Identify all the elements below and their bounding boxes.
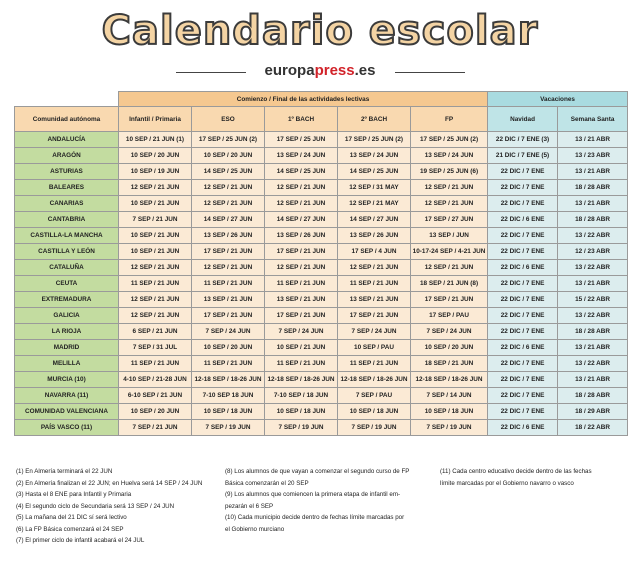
date-cell: 22 DIC / 6 ENE <box>488 260 558 276</box>
date-cell: 22 DIC / 7 ENE <box>488 324 558 340</box>
date-cell: 14 SEP / 27 JUN <box>192 212 265 228</box>
footnote-line: (10) Cada municipio decide dentro de fechas límite marcadas por <box>225 514 405 521</box>
date-cell: 11 SEP / 21 JUN <box>192 276 265 292</box>
date-cell: 13 / 21 ABR <box>558 340 628 356</box>
region-cell: MURCIA (10) <box>15 372 119 388</box>
table-row <box>15 180 628 196</box>
community-column-header: Comunidad autónoma <box>15 107 119 132</box>
footnote-line: Básica comenzarán el 20 SEP <box>225 479 309 487</box>
date-cell: 22 DIC / 7 ENE <box>488 164 558 180</box>
date-cell: 12 SEP / 21 JUN <box>411 260 488 276</box>
date-cell: 17 SEP / 21 JUN <box>265 308 338 324</box>
date-cell: 10 SEP / 20 JUN <box>119 148 192 164</box>
date-cell: 11 SEP / 21 JUN <box>119 356 192 372</box>
table-row <box>15 388 628 404</box>
date-cell: 10 SEP / 21 JUN (1) <box>119 132 192 148</box>
table-row <box>15 260 628 276</box>
date-cell: 22 DIC / 7 ENE <box>488 180 558 196</box>
date-cell: 17 SEP / 21 JUN <box>192 244 265 260</box>
date-cell: 6-10 SEP / 21 JUN <box>119 388 192 404</box>
date-cell: 15 / 22 ABR <box>558 292 628 308</box>
date-cell: 18 / 28 ABR <box>558 212 628 228</box>
date-cell: 13 SEP / 26 JUN <box>265 228 338 244</box>
footnote-line: el Gobierno murciano <box>225 525 285 533</box>
vacations-header: Vacaciones <box>488 92 628 107</box>
table-row <box>15 132 628 148</box>
date-cell: 12 SEP / 21 JUN <box>265 196 338 212</box>
footnote-line: (2) En Almería finalizan el 22 JUN; en Huelva será 14 SEP / 24 JUN <box>16 479 203 487</box>
date-cell: 22 DIC / 7 ENE <box>488 388 558 404</box>
date-cell: 14 SEP / 27 JUN <box>338 212 411 228</box>
date-cell: 18 SEP / 21 JUN <box>411 356 488 372</box>
date-cell: 7 SEP / 21 JUN <box>119 212 192 228</box>
date-cell: 13 / 22 ABR <box>558 356 628 372</box>
date-cell: 17 SEP / 4 JUN <box>338 244 411 260</box>
date-cell: 22 DIC / 7 ENE <box>488 276 558 292</box>
date-cell: 7 SEP / 19 JUN <box>192 420 265 436</box>
table-row <box>15 164 628 180</box>
community-header <box>15 92 119 107</box>
divider-right <box>395 72 465 73</box>
calendar-table <box>14 91 628 436</box>
region-cell: MELILLA <box>15 356 119 372</box>
date-cell: 10 SEP / 18 JUN <box>265 404 338 420</box>
date-cell: 10 SEP / 18 JUN <box>411 404 488 420</box>
date-cell: 17 SEP / 21 JUN <box>192 308 265 324</box>
date-cell: 22 DIC / 7 ENE <box>488 356 558 372</box>
date-cell: 13 / 22 ABR <box>558 228 628 244</box>
date-cell: 10-17-24 SEP / 4-21 JUN <box>411 244 488 260</box>
date-cell: 7 SEP / PAU <box>338 388 411 404</box>
date-cell: 11 SEP / 21 JUN <box>265 356 338 372</box>
date-cell: 18 / 28 ABR <box>558 324 628 340</box>
date-cell: 11 SEP / 21 JUN <box>338 356 411 372</box>
date-cell: 13 SEP / 21 JUN <box>338 292 411 308</box>
region-cell: BALEARES <box>15 180 119 196</box>
region-cell: ASTURIAS <box>15 164 119 180</box>
date-cell: 10 SEP / PAU <box>338 340 411 356</box>
date-cell: 7 SEP / 14 JUN <box>411 388 488 404</box>
date-cell: 12 SEP / 21 JUN <box>265 180 338 196</box>
date-cell: 7 SEP / 21 JUN <box>119 420 192 436</box>
date-cell: 12 SEP / 21 JUN <box>119 308 192 324</box>
table-row <box>15 148 628 164</box>
date-cell: 17 SEP / 25 JUN (2) <box>338 132 411 148</box>
date-cell: 7 SEP / 19 JUN <box>338 420 411 436</box>
footnote-line: (1) En Almería terminará el 22 JUN <box>16 468 113 475</box>
date-cell: 22 DIC / 7 ENE (3) <box>488 132 558 148</box>
date-cell: 7-10 SEP / 18 JUN <box>265 388 338 404</box>
footnotes-col-2 <box>225 466 435 535</box>
date-cell: 10 SEP / 21 JUN <box>265 340 338 356</box>
date-cell: 12 SEP / 21 MAY <box>338 196 411 212</box>
date-cell: 7-10 SEP 18 JUN <box>192 388 265 404</box>
date-cell: 10 SEP / 18 JUN <box>338 404 411 420</box>
activities-header: Comienzo / Final de las actividades lectivas <box>119 92 488 107</box>
date-cell: 14 SEP / 25 JUN <box>192 164 265 180</box>
date-cell: 10 SEP / 18 JUN <box>192 404 265 420</box>
date-cell: 18 / 28 ABR <box>558 388 628 404</box>
footnote-line: (11) Cada centro educativo decide dentro de las fechas <box>440 468 592 475</box>
date-cell: 11 SEP / 21 JUN <box>119 276 192 292</box>
table-row <box>15 228 628 244</box>
date-cell: 17 SEP / 21 JUN <box>265 244 338 260</box>
brand-part1: europa <box>264 62 315 79</box>
date-cell: 10 SEP / 21 JUN <box>119 228 192 244</box>
date-cell: 13 SEP / 26 JUN <box>192 228 265 244</box>
date-cell: 21 DIC / 7 ENE (5) <box>488 148 558 164</box>
date-cell: 13 / 21 ABR <box>558 196 628 212</box>
column-header: FP <box>411 107 488 132</box>
column-header: 2º BACH <box>338 107 411 132</box>
date-cell: 12-18 SEP / 18-26 JUN <box>192 372 265 388</box>
date-cell: 13 SEP / 24 JUN <box>265 148 338 164</box>
region-cell: COMUNIDAD VALENCIANA <box>15 404 119 420</box>
date-cell: 17 SEP / 25 JUN (2) <box>192 132 265 148</box>
date-cell: 22 DIC / 7 ENE <box>488 372 558 388</box>
date-cell: 10 SEP / 20 JUN <box>192 340 265 356</box>
date-cell: 7 SEP / 24 JUN <box>338 324 411 340</box>
date-cell: 7 SEP / 31 JUL <box>119 340 192 356</box>
footnote-line: (5) La mañana del 21 DIC sí será lectivo <box>16 514 127 521</box>
brand-row <box>0 62 640 82</box>
date-cell: 22 DIC / 7 ENE <box>488 308 558 324</box>
date-cell: 12 SEP / 21 JUN <box>192 196 265 212</box>
date-cell: 13 SEP / 24 JUN <box>338 148 411 164</box>
date-cell: 7 SEP / 19 JUN <box>265 420 338 436</box>
table-row <box>15 420 628 436</box>
column-header: Semana Santa <box>558 107 628 132</box>
table-row <box>15 292 628 308</box>
date-cell: 17 SEP / 21 JUN <box>338 308 411 324</box>
date-cell: 4-10 SEP / 21-28 JUN <box>119 372 192 388</box>
date-cell: 22 DIC / 7 ENE <box>488 244 558 260</box>
divider-left <box>176 72 246 73</box>
column-header: 1º BACH <box>265 107 338 132</box>
date-cell: 22 DIC / 7 ENE <box>488 292 558 308</box>
date-cell: 12-18 SEP / 18-26 JUN <box>411 372 488 388</box>
date-cell: 10 SEP / 21 JUN <box>119 244 192 260</box>
date-cell: 14 SEP / 25 JUN <box>338 164 411 180</box>
footnote-line: (8) Los alumnos de que vayan a comenzar el segundo curso de FP <box>225 468 410 475</box>
date-cell: 19 SEP / 25 JUN (6) <box>411 164 488 180</box>
table-row <box>15 356 628 372</box>
date-cell: 11 SEP / 21 JUN <box>192 356 265 372</box>
date-cell: 17 SEP / PAU <box>411 308 488 324</box>
region-cell: CEUTA <box>15 276 119 292</box>
date-cell: 17 SEP / 27 JUN <box>411 212 488 228</box>
date-cell: 12 / 23 ABR <box>558 244 628 260</box>
date-cell: 22 DIC / 6 ENE <box>488 212 558 228</box>
date-cell: 12-18 SEP / 18-26 JUN <box>265 372 338 388</box>
region-cell: ARAGÓN <box>15 148 119 164</box>
region-cell: MADRID <box>15 340 119 356</box>
date-cell: 12 SEP / 21 JUN <box>192 180 265 196</box>
date-cell: 11 SEP / 21 JUN <box>338 276 411 292</box>
footnotes-col-1 <box>16 466 221 547</box>
footnotes-col-3 <box>440 466 635 489</box>
region-cell: LA RIOJA <box>15 324 119 340</box>
table-row <box>15 324 628 340</box>
date-cell: 13 SEP / JUN <box>411 228 488 244</box>
table-row <box>15 340 628 356</box>
table-row <box>15 276 628 292</box>
date-cell: 22 DIC / 6 ENE <box>488 420 558 436</box>
date-cell: 10 SEP / 19 JUN <box>119 164 192 180</box>
date-cell: 12 SEP / 21 JUN <box>411 196 488 212</box>
date-cell: 13 SEP / 24 JUN <box>411 148 488 164</box>
table-row <box>15 308 628 324</box>
date-cell: 12 SEP / 21 JUN <box>119 260 192 276</box>
date-cell: 22 DIC / 7 ENE <box>488 196 558 212</box>
footnote-line: límite marcadas por el Gobierno navarro o vasco <box>440 479 574 487</box>
date-cell: 12 SEP / 21 JUN <box>192 260 265 276</box>
page-title: Calendario escolar <box>101 8 539 54</box>
date-cell: 22 DIC / 6 ENE <box>488 340 558 356</box>
footnote-line: pezarán el 6 SEP <box>225 502 274 510</box>
column-header: Navidad <box>488 107 558 132</box>
date-cell: 13 / 21 ABR <box>558 132 628 148</box>
date-cell: 17 SEP / 21 JUN <box>411 292 488 308</box>
date-cell: 18 SEP / 21 JUN (8) <box>411 276 488 292</box>
region-cell: CASTILLA-LA MANCHA <box>15 228 119 244</box>
footnote-line: (3) Hasta el 8 ENE para Infantil y Primaria <box>16 491 132 498</box>
table-row <box>15 404 628 420</box>
date-cell: 13 / 21 ABR <box>558 372 628 388</box>
brand-logo <box>250 62 390 79</box>
date-cell: 18 / 22 ABR <box>558 420 628 436</box>
date-cell: 7 SEP / 24 JUN <box>192 324 265 340</box>
region-cell: ANDALUCÍA <box>15 132 119 148</box>
region-cell: NAVARRA (11) <box>15 388 119 404</box>
region-cell: EXTREMADURA <box>15 292 119 308</box>
date-cell: 7 SEP / 24 JUN <box>265 324 338 340</box>
date-cell: 10 SEP / 20 JUN <box>411 340 488 356</box>
region-cell: GALICIA <box>15 308 119 324</box>
date-cell: 17 SEP / 25 JUN <box>265 132 338 148</box>
date-cell: 7 SEP / 19 JUN <box>411 420 488 436</box>
date-cell: 13 / 22 ABR <box>558 308 628 324</box>
region-cell: CANTABRIA <box>15 212 119 228</box>
footnote-line: (4) El segundo ciclo de Secundaria será 13 SEP / 24 JUN <box>16 502 175 510</box>
date-cell: 12 SEP / 31 MAY <box>338 180 411 196</box>
date-cell: 13 / 21 ABR <box>558 164 628 180</box>
date-cell: 13 SEP / 26 JUN <box>338 228 411 244</box>
date-cell: 13 SEP / 21 JUN <box>265 292 338 308</box>
date-cell: 7 SEP / 24 JUN <box>411 324 488 340</box>
table-row <box>15 196 628 212</box>
date-cell: 12-18 SEP / 18-26 JUN <box>338 372 411 388</box>
date-cell: 10 SEP / 20 JUN <box>192 148 265 164</box>
date-cell: 13 / 21 ABR <box>558 276 628 292</box>
table-row <box>15 212 628 228</box>
date-cell: 12 SEP / 21 JUN <box>119 180 192 196</box>
date-cell: 17 SEP / 25 JUN (2) <box>411 132 488 148</box>
date-cell: 22 DIC / 7 ENE <box>488 228 558 244</box>
date-cell: 10 SEP / 21 JUN <box>119 196 192 212</box>
date-cell: 6 SEP / 21 JUN <box>119 324 192 340</box>
table-row <box>15 372 628 388</box>
date-cell: 18 / 29 ABR <box>558 404 628 420</box>
region-cell: CATALUÑA <box>15 260 119 276</box>
date-cell: 18 / 28 ABR <box>558 180 628 196</box>
date-cell: 12 SEP / 21 JUN <box>338 260 411 276</box>
brand-part3: .es <box>354 62 376 79</box>
date-cell: 13 / 22 ABR <box>558 260 628 276</box>
date-cell: 12 SEP / 21 JUN <box>411 180 488 196</box>
footnote-line: (7) El primer ciclo de infantil acabará el 24 JUL <box>16 537 145 544</box>
column-header: Infantil / Primaria <box>119 107 192 132</box>
footnote-line: (6) La FP Básica comenzará el 24 SEP <box>16 525 124 533</box>
date-cell: 11 SEP / 21 JUN <box>265 276 338 292</box>
date-cell: 14 SEP / 27 JUN <box>265 212 338 228</box>
region-cell: CASTILLA Y LEÓN <box>15 244 119 260</box>
date-cell: 13 / 23 ABR <box>558 148 628 164</box>
date-cell: 13 SEP / 21 JUN <box>192 292 265 308</box>
region-cell: CANARIAS <box>15 196 119 212</box>
table-row <box>15 244 628 260</box>
footnote-line: (9) Los alumnos que comiencen la primera etapa de infantil em- <box>225 491 401 498</box>
date-cell: 14 SEP / 25 JUN <box>265 164 338 180</box>
column-header: ESO <box>192 107 265 132</box>
region-cell: PAÍS VASCO (11) <box>15 420 119 436</box>
date-cell: 10 SEP / 20 JUN <box>119 404 192 420</box>
brand-part2: press <box>314 62 355 79</box>
date-cell: 12 SEP / 21 JUN <box>265 260 338 276</box>
date-cell: 12 SEP / 21 JUN <box>119 292 192 308</box>
date-cell: 22 DIC / 7 ENE <box>488 404 558 420</box>
